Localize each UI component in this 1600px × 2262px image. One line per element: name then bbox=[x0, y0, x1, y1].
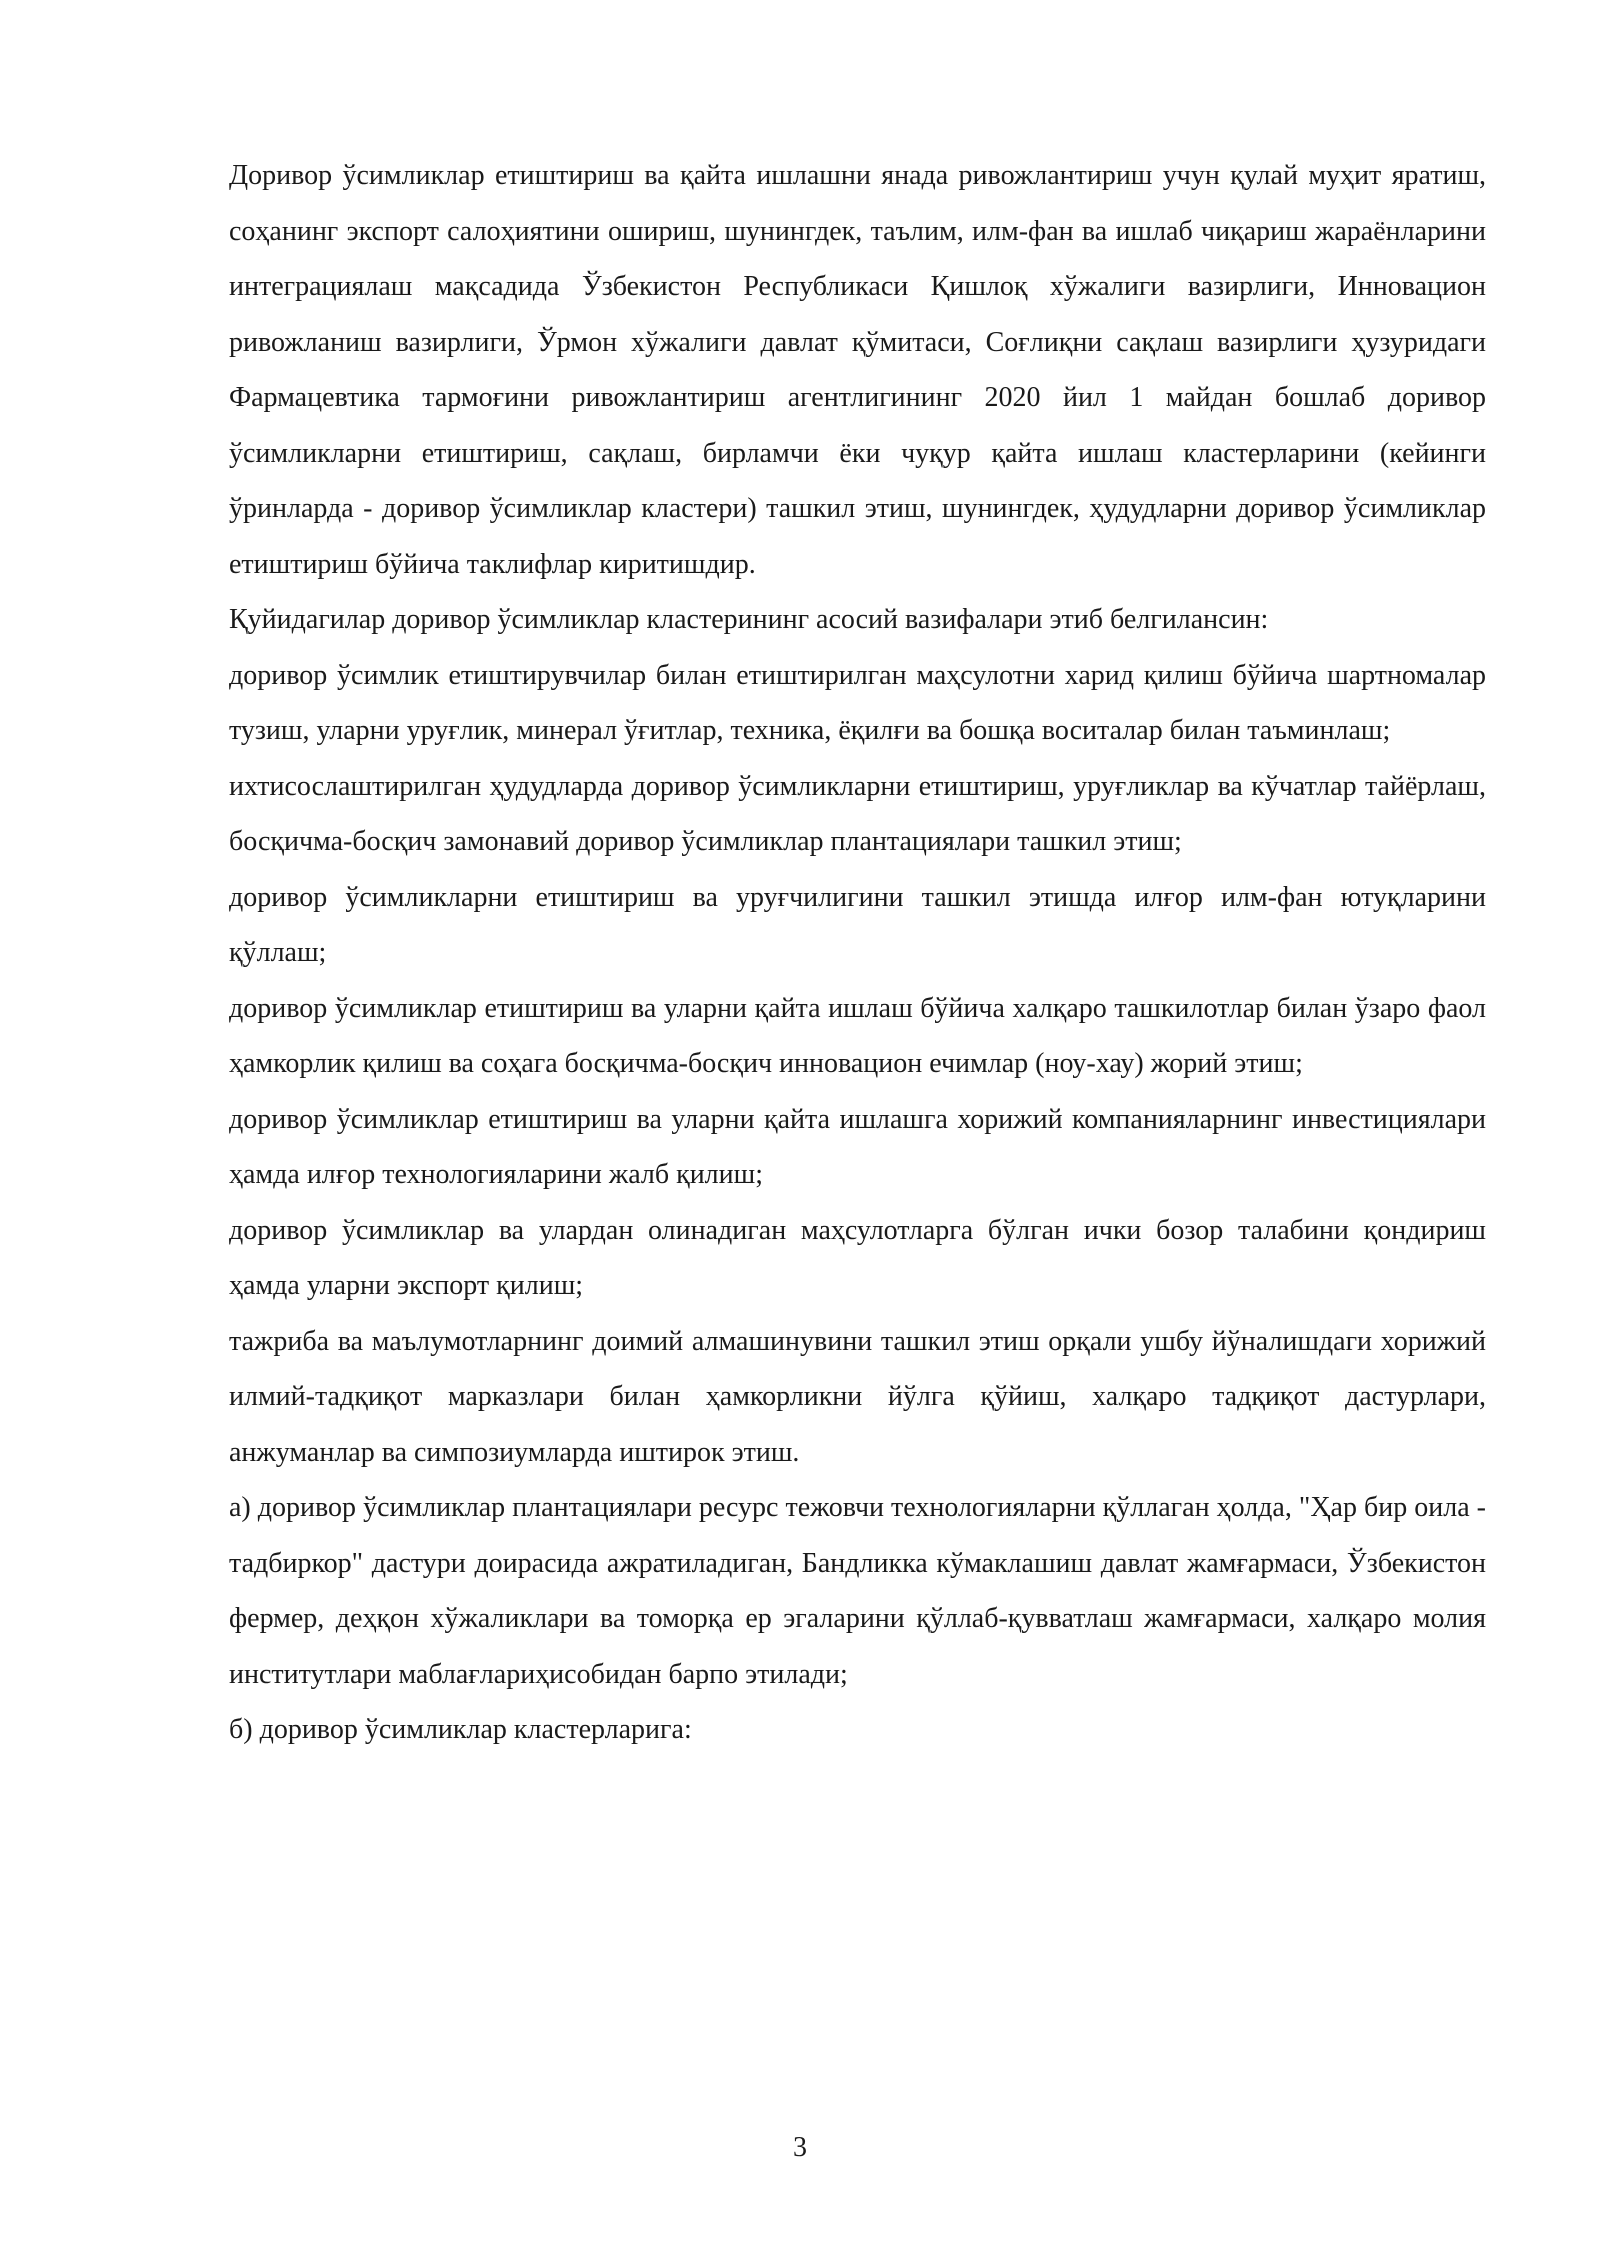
paragraph-task-plantations: ихтисослаштирилган ҳудудларда доривор ўсимликларни етиштириш, уруғликлар ва кўчатлар тайёрлаш, босқичма-босқич замонавий доривор ўсимликлар плантациялари ташкил этиш; bbox=[229, 770, 1486, 857]
paragraph-task-contracts: доривор ўсимлик етиштирувчилар билан етиштирилган маҳсулотни харид қилиш бўйича шартномалар тузиш, уларни уруғлик, минерал ўғитлар, техника, ёқилғи ва бошқа воситалар билан таъминлаш; bbox=[229, 659, 1486, 746]
paragraph-task-research: тажриба ва маълумотларнинг доимий алмашинувини ташкил этиш орқали ушбу йўналишдаги хорижий илмий-тадқиқот марказлари билан ҳамкорликни йўлга қўйиш, халқаро тадқиқот дастурлари, анжуманлар ва симпозиумларда иштирок этиш. bbox=[229, 1325, 1486, 1468]
paragraph-task-science: доривор ўсимликларни етиштириш ва уруғчилигини ташкил этишда илғор илм-фан ютуқларини қўллаш; bbox=[229, 881, 1486, 968]
paragraph-task-investment: доривор ўсимликлар етиштириш ва уларни қайта ишлашга хорижий компанияларнинг инвестициялари ҳамда илғор технологияларини жалб қилиш; bbox=[229, 1103, 1486, 1190]
paragraph-tasks-heading: Қуйидагилар доривор ўсимликлар кластерининг асосий вазифалари этиб белгилансин: bbox=[229, 604, 1269, 635]
paragraph-task-international: доривор ўсимликлар етиштириш ва уларни қайта ишлаш бўйича халқаро ташкилотлар билан ўзаро фаол ҳамкорлик қилиш ва соҳага босқичма-босқич инновацион ечимлар (ноу-хау) жорий этиш; bbox=[229, 992, 1486, 1079]
paragraph-item-a: а) доривор ўсимликлар плантациялари ресурс тежовчи технологияларни қўллаган ҳолда, "Ҳар бир оила - тадбиркор" дастури доирасида ажратиладиган, Бандликка кўмаклашиш давлат жамғармаси, Ўзбекистон фермер, деҳқон хўжаликлари ва томорқа ер эгаларини қўллаб-қувватлаш жамғармаси, халқаро молия институтлари маблағлариҳисобидан барпо этилади; bbox=[229, 1492, 1486, 1690]
paragraph-task-market: доривор ўсимликлар ва улардан олинадиган маҳсулотларга бўлган ички бозор талабини қондириш ҳамда уларни экспорт қилиш; bbox=[229, 1214, 1486, 1301]
paragraph-item-b: б) доривор ўсимликлар кластерларига: bbox=[229, 1714, 692, 1745]
page-number: 3 bbox=[793, 2132, 807, 2163]
body-text bbox=[229, 148, 1486, 1758]
paragraph-intro: Доривор ўсимликлар етиштириш ва қайта ишлашни янада ривожлантириш учун қулай муҳит яратиш, соҳанинг экспорт салоҳиятини ошириш, шунингдек, таълим, илм-фан ва ишлаб чиқариш жараёнларини интеграциялаш мақсадида Ўзбекистон Республикаси Қишлоқ хўжалиги вазирлиги, Инновацион ривожланиш вазирлиги, Ўрмон хўжалиги давлат қўмитаси, Соғлиқни сақлаш вазирлиги ҳузуридаги Фармацевтика тармоғини ривожлантириш агентлигининг 2020 йил 1 майдан бошлаб доривор ўсимликларни етиштириш, сақлаш, бирламчи ёки чуқур қайта ишлаш кластерларини (кейинги ўринларда - доривор ўсимликлар кластери) ташкил этиш, шунингдек, ҳудудларни доривор ўсимликлар етиштириш бўйича таклифлар киритишдир. bbox=[229, 160, 1486, 580]
